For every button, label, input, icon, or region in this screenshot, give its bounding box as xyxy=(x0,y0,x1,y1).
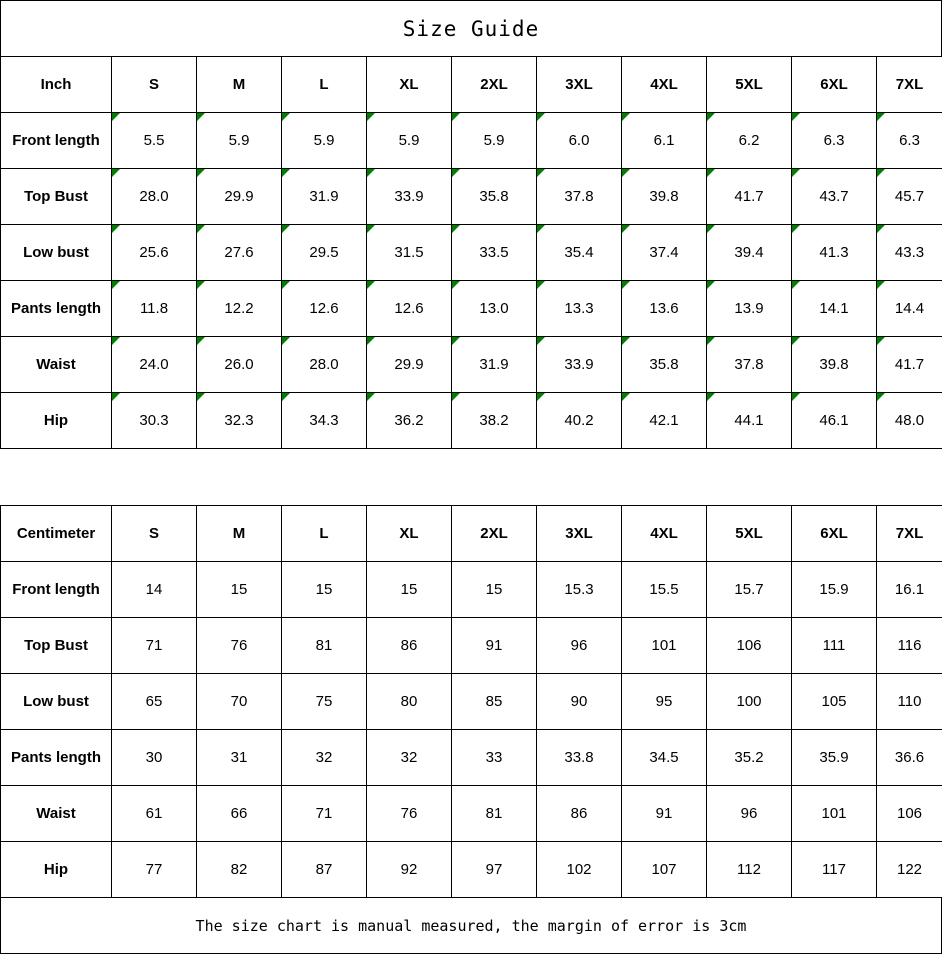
column-header-cell: 5XL xyxy=(707,506,792,562)
data-cell: 77 xyxy=(112,842,197,898)
data-cell: 15 xyxy=(197,562,282,618)
data-cell: 37.8 xyxy=(707,337,792,393)
data-cell: 112 xyxy=(707,842,792,898)
data-cell: 12.6 xyxy=(282,281,367,337)
green-corner-flag-icon xyxy=(877,169,885,177)
title-bar xyxy=(0,0,942,57)
green-corner-flag-icon xyxy=(792,169,800,177)
data-cell: 12.6 xyxy=(367,281,452,337)
green-corner-flag-icon xyxy=(877,225,885,233)
data-cell: 61 xyxy=(112,786,197,842)
green-corner-flag-icon xyxy=(112,337,120,345)
data-cell: 11.8 xyxy=(112,281,197,337)
green-corner-flag-icon xyxy=(537,393,545,401)
column-header-cell: 2XL xyxy=(452,57,537,113)
table-row xyxy=(1,281,942,337)
green-corner-flag-icon xyxy=(622,281,630,289)
data-cell: 100 xyxy=(707,674,792,730)
column-header-cell: 2XL xyxy=(452,506,537,562)
data-cell: 6.3 xyxy=(877,113,942,169)
table-row xyxy=(1,618,942,674)
measurement-note: The size chart is manual measured, the margin of error is 3cm xyxy=(195,916,747,935)
header-row xyxy=(1,506,942,562)
data-cell: 15 xyxy=(282,562,367,618)
green-corner-flag-icon xyxy=(367,281,375,289)
data-cell: 80 xyxy=(367,674,452,730)
data-cell: 46.1 xyxy=(792,393,877,449)
data-cell: 30.3 xyxy=(112,393,197,449)
green-corner-flag-icon xyxy=(877,281,885,289)
table-row xyxy=(1,169,942,225)
data-cell: 111 xyxy=(792,618,877,674)
green-corner-flag-icon xyxy=(452,281,460,289)
data-cell: 35.8 xyxy=(452,169,537,225)
data-cell: 6.3 xyxy=(792,113,877,169)
green-corner-flag-icon xyxy=(707,393,715,401)
data-cell: 31 xyxy=(197,730,282,786)
data-cell: 43.7 xyxy=(792,169,877,225)
data-cell: 15.5 xyxy=(622,562,707,618)
green-corner-flag-icon xyxy=(112,169,120,177)
data-cell: 116 xyxy=(877,618,942,674)
data-cell: 13.6 xyxy=(622,281,707,337)
column-header-cell: 3XL xyxy=(537,57,622,113)
column-header-cell: 4XL xyxy=(622,57,707,113)
data-cell: 5.9 xyxy=(452,113,537,169)
green-corner-flag-icon xyxy=(622,337,630,345)
green-corner-flag-icon xyxy=(367,337,375,345)
green-corner-flag-icon xyxy=(367,169,375,177)
green-corner-flag-icon xyxy=(112,393,120,401)
footer-bar xyxy=(0,897,942,954)
column-header-cell: 6XL xyxy=(792,506,877,562)
data-cell: 110 xyxy=(877,674,942,730)
data-cell: 24.0 xyxy=(112,337,197,393)
green-corner-flag-icon xyxy=(197,393,205,401)
column-header-cell: 7XL xyxy=(877,57,942,113)
data-cell: 33 xyxy=(452,730,537,786)
unit-header-cell: Centimeter xyxy=(1,506,112,562)
data-cell: 101 xyxy=(792,786,877,842)
green-corner-flag-icon xyxy=(282,113,290,121)
data-cell: 71 xyxy=(282,786,367,842)
data-cell: 39.8 xyxy=(622,169,707,225)
row-label-cell: Waist xyxy=(1,337,112,393)
data-cell: 117 xyxy=(792,842,877,898)
table-row xyxy=(1,674,942,730)
data-cell: 41.7 xyxy=(707,169,792,225)
data-cell: 37.8 xyxy=(537,169,622,225)
data-cell: 45.7 xyxy=(877,169,942,225)
data-cell: 33.8 xyxy=(537,730,622,786)
data-cell: 15 xyxy=(367,562,452,618)
green-corner-flag-icon xyxy=(452,169,460,177)
row-label-cell: Low bust xyxy=(1,674,112,730)
row-label-cell: Front length xyxy=(1,562,112,618)
data-cell: 92 xyxy=(367,842,452,898)
data-cell: 31.5 xyxy=(367,225,452,281)
green-corner-flag-icon xyxy=(452,337,460,345)
data-cell: 37.4 xyxy=(622,225,707,281)
green-corner-flag-icon xyxy=(537,113,545,121)
green-corner-flag-icon xyxy=(197,169,205,177)
data-cell: 29.9 xyxy=(197,169,282,225)
data-cell: 36.6 xyxy=(877,730,942,786)
column-header-cell: L xyxy=(282,506,367,562)
green-corner-flag-icon xyxy=(282,337,290,345)
data-cell: 85 xyxy=(452,674,537,730)
data-cell: 39.4 xyxy=(707,225,792,281)
data-cell: 5.9 xyxy=(367,113,452,169)
table-row xyxy=(1,393,942,449)
column-header-cell: 4XL xyxy=(622,506,707,562)
data-cell: 106 xyxy=(707,618,792,674)
column-header-cell: S xyxy=(112,57,197,113)
table-row xyxy=(1,113,942,169)
data-cell: 5.5 xyxy=(112,113,197,169)
column-header-cell: M xyxy=(197,57,282,113)
green-corner-flag-icon xyxy=(707,337,715,345)
data-cell: 40.2 xyxy=(537,393,622,449)
row-label-cell: Waist xyxy=(1,786,112,842)
table-spacer xyxy=(0,449,942,506)
column-header-cell: L xyxy=(282,57,367,113)
green-corner-flag-icon xyxy=(622,113,630,121)
green-corner-flag-icon xyxy=(112,281,120,289)
table-row xyxy=(1,842,942,898)
data-cell: 35.9 xyxy=(792,730,877,786)
row-label-cell: Pants length xyxy=(1,730,112,786)
green-corner-flag-icon xyxy=(197,225,205,233)
data-cell: 36.2 xyxy=(367,393,452,449)
data-cell: 33.9 xyxy=(367,169,452,225)
table-row xyxy=(1,562,942,618)
green-corner-flag-icon xyxy=(707,113,715,121)
unit-header-cell: Inch xyxy=(1,57,112,113)
data-cell: 38.2 xyxy=(452,393,537,449)
data-cell: 26.0 xyxy=(197,337,282,393)
table-row xyxy=(1,225,942,281)
data-cell: 95 xyxy=(622,674,707,730)
column-header-cell: 6XL xyxy=(792,57,877,113)
page-title: Size Guide xyxy=(402,16,540,41)
data-cell: 5.9 xyxy=(197,113,282,169)
data-cell: 82 xyxy=(197,842,282,898)
green-corner-flag-icon xyxy=(282,225,290,233)
data-cell: 76 xyxy=(197,618,282,674)
data-cell: 29.5 xyxy=(282,225,367,281)
row-label-cell: Hip xyxy=(1,393,112,449)
data-cell: 29.9 xyxy=(367,337,452,393)
table-row xyxy=(1,337,942,393)
green-corner-flag-icon xyxy=(452,113,460,121)
green-corner-flag-icon xyxy=(622,393,630,401)
row-label-cell: Top Bust xyxy=(1,618,112,674)
data-cell: 15.7 xyxy=(707,562,792,618)
data-cell: 14.4 xyxy=(877,281,942,337)
green-corner-flag-icon xyxy=(792,281,800,289)
row-label-cell: Low bust xyxy=(1,225,112,281)
data-cell: 96 xyxy=(707,786,792,842)
data-cell: 105 xyxy=(792,674,877,730)
data-cell: 66 xyxy=(197,786,282,842)
data-cell: 34.5 xyxy=(622,730,707,786)
data-cell: 106 xyxy=(877,786,942,842)
green-corner-flag-icon xyxy=(792,113,800,121)
green-corner-flag-icon xyxy=(112,225,120,233)
green-corner-flag-icon xyxy=(707,281,715,289)
data-cell: 32.3 xyxy=(197,393,282,449)
data-cell: 41.3 xyxy=(792,225,877,281)
data-cell: 34.3 xyxy=(282,393,367,449)
data-cell: 33.9 xyxy=(537,337,622,393)
data-cell: 27.6 xyxy=(197,225,282,281)
green-corner-flag-icon xyxy=(877,393,885,401)
data-cell: 35.8 xyxy=(622,337,707,393)
data-cell: 75 xyxy=(282,674,367,730)
data-cell: 25.6 xyxy=(112,225,197,281)
green-corner-flag-icon xyxy=(537,337,545,345)
data-cell: 13.9 xyxy=(707,281,792,337)
data-cell: 97 xyxy=(452,842,537,898)
data-cell: 15.3 xyxy=(537,562,622,618)
data-cell: 31.9 xyxy=(282,169,367,225)
data-cell: 44.1 xyxy=(707,393,792,449)
data-cell: 42.1 xyxy=(622,393,707,449)
row-label-cell: Top Bust xyxy=(1,169,112,225)
green-corner-flag-icon xyxy=(877,113,885,121)
data-cell: 122 xyxy=(877,842,942,898)
data-cell: 70 xyxy=(197,674,282,730)
data-cell: 48.0 xyxy=(877,393,942,449)
data-cell: 35.2 xyxy=(707,730,792,786)
data-cell: 96 xyxy=(537,618,622,674)
green-corner-flag-icon xyxy=(282,393,290,401)
green-corner-flag-icon xyxy=(537,281,545,289)
column-header-cell: XL xyxy=(367,506,452,562)
data-cell: 5.9 xyxy=(282,113,367,169)
data-cell: 107 xyxy=(622,842,707,898)
data-cell: 15.9 xyxy=(792,562,877,618)
green-corner-flag-icon xyxy=(197,337,205,345)
data-cell: 101 xyxy=(622,618,707,674)
green-corner-flag-icon xyxy=(197,281,205,289)
data-cell: 39.8 xyxy=(792,337,877,393)
green-corner-flag-icon xyxy=(367,113,375,121)
column-header-cell: S xyxy=(112,506,197,562)
green-corner-flag-icon xyxy=(622,169,630,177)
green-corner-flag-icon xyxy=(792,225,800,233)
data-cell: 33.5 xyxy=(452,225,537,281)
green-corner-flag-icon xyxy=(537,169,545,177)
data-cell: 91 xyxy=(622,786,707,842)
data-cell: 14 xyxy=(112,562,197,618)
inch-size-table xyxy=(0,56,942,449)
data-cell: 90 xyxy=(537,674,622,730)
data-cell: 13.0 xyxy=(452,281,537,337)
data-cell: 86 xyxy=(367,618,452,674)
data-cell: 12.2 xyxy=(197,281,282,337)
data-cell: 32 xyxy=(282,730,367,786)
data-cell: 71 xyxy=(112,618,197,674)
row-label-cell: Front length xyxy=(1,113,112,169)
data-cell: 86 xyxy=(537,786,622,842)
green-corner-flag-icon xyxy=(367,393,375,401)
data-cell: 15 xyxy=(452,562,537,618)
green-corner-flag-icon xyxy=(282,281,290,289)
column-header-cell: 7XL xyxy=(877,506,942,562)
data-cell: 35.4 xyxy=(537,225,622,281)
green-corner-flag-icon xyxy=(197,113,205,121)
green-corner-flag-icon xyxy=(367,225,375,233)
green-corner-flag-icon xyxy=(452,393,460,401)
data-cell: 102 xyxy=(537,842,622,898)
data-cell: 30 xyxy=(112,730,197,786)
data-cell: 43.3 xyxy=(877,225,942,281)
data-cell: 31.9 xyxy=(452,337,537,393)
data-cell: 16.1 xyxy=(877,562,942,618)
green-corner-flag-icon xyxy=(877,337,885,345)
green-corner-flag-icon xyxy=(707,169,715,177)
data-cell: 81 xyxy=(452,786,537,842)
inch-size-table-mount xyxy=(0,56,942,449)
green-corner-flag-icon xyxy=(622,225,630,233)
data-cell: 87 xyxy=(282,842,367,898)
green-corner-flag-icon xyxy=(537,225,545,233)
data-cell: 76 xyxy=(367,786,452,842)
table-row xyxy=(1,730,942,786)
column-header-cell: M xyxy=(197,506,282,562)
header-row xyxy=(1,57,942,113)
green-corner-flag-icon xyxy=(282,169,290,177)
green-corner-flag-icon xyxy=(792,393,800,401)
centimeter-size-table-mount xyxy=(0,505,942,898)
centimeter-size-table xyxy=(0,505,942,898)
data-cell: 28.0 xyxy=(282,337,367,393)
row-label-cell: Pants length xyxy=(1,281,112,337)
green-corner-flag-icon xyxy=(452,225,460,233)
data-cell: 32 xyxy=(367,730,452,786)
data-cell: 41.7 xyxy=(877,337,942,393)
data-cell: 81 xyxy=(282,618,367,674)
data-cell: 28.0 xyxy=(112,169,197,225)
data-cell: 65 xyxy=(112,674,197,730)
row-label-cell: Hip xyxy=(1,842,112,898)
column-header-cell: XL xyxy=(367,57,452,113)
column-header-cell: 5XL xyxy=(707,57,792,113)
green-corner-flag-icon xyxy=(792,337,800,345)
column-header-cell: 3XL xyxy=(537,506,622,562)
data-cell: 91 xyxy=(452,618,537,674)
table-row xyxy=(1,786,942,842)
data-cell: 6.0 xyxy=(537,113,622,169)
data-cell: 14.1 xyxy=(792,281,877,337)
data-cell: 6.2 xyxy=(707,113,792,169)
green-corner-flag-icon xyxy=(112,113,120,121)
data-cell: 6.1 xyxy=(622,113,707,169)
green-corner-flag-icon xyxy=(707,225,715,233)
data-cell: 13.3 xyxy=(537,281,622,337)
